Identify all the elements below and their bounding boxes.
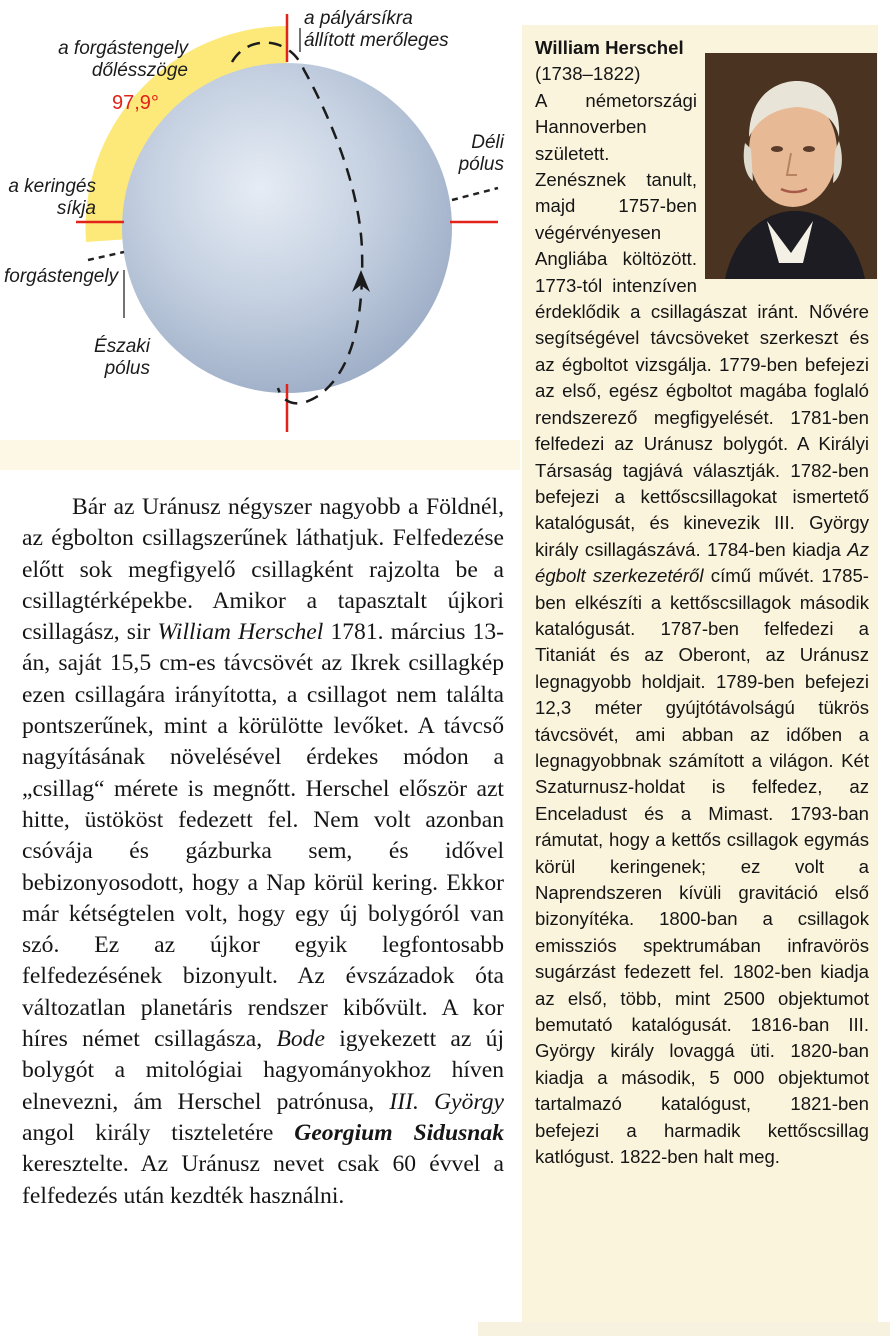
orbit-perpendicular-label: a pályársíkra állított merőleges [304,8,449,51]
bode-name: Bode [276,1026,325,1053]
gyorgy-name: III. György [389,1088,504,1115]
biography-body-part2: című művét. 1785-ben elkészíti a kettőscsillagok második katalógusát. 1787-ben felfedezi a Titaniát és az Oberont, az Uránusz legnagyobb holdjait. 1789-ben befejezi 12,3 méter gyújtótávolságú tükrös távcsövét, ami abban az időben a legnagyobbnak számított a világon. Két Szaturnusz-holdat is felfedez, az Enceladust és a Mimast. 1793-ban rámutat, hogy a kettős csillagok egymás körül keringenek; ez volt a Naprendszeren kívüli gravitáció első bizonyítéka. 1800-ban a csillagok emissziós spektrumában infravörös sugárzást fedezett fel. 1802-ben kiadja az első, több, mint 2500 objektumot bemutató katalógusát. 1816-ban III. György király lovaggá üti. 1820-ban kiadja a második, 5 000 objektumot tartalmazó katalógust, 1821-ben befejezi a harmadik kettőscsillag katlógust. 1822-ben halt meg. [535,565,869,1168]
georgium-sidus-name: Georgium Sidusnak [294,1119,504,1146]
orbit-plane-label: a keringés síkja [8,176,96,219]
biography-text [535,35,869,1170]
background-band [0,440,520,470]
main-article-text [22,492,504,1212]
bottom-strip [478,1322,890,1336]
south-pole-label: Déli pólus [458,132,504,175]
herschel-name: William Herschel [157,619,324,646]
biography-body-part1: A németországi Hannoverben született. Zenésznek tanult, majd 1757-ben végérvényesen Angliába költözött. 1773-tól intenzíven érdeklődik a csillagászat iránt. Nővére segítségével távcsöveket szerkeszt és az égboltot vizsgálja. 1779-ben befejezi az első, egész égboltot magába foglaló rendszerező megfigyelését. 1781-ben felfedezi az Uránusz bolygót. A Királyi Társaság tagjává választják. 1782-ben befejezi a kettőscsillagokat ismertető katalógusát, és kinevezik III. György király csillagászává. 1784-ben kiadja [535,89,869,560]
biography-years: (1738–1822) [535,63,641,85]
uranus-axis-diagram [0,0,520,470]
tilt-angle-value: 97,9° [112,92,159,114]
north-pole-label: Északi pólus [94,336,150,379]
tilt-label: a forgástengely dőlésszöge [58,38,188,81]
book-title: Az égbolt szerkezetéről [535,538,869,587]
biography-title: William Herschel [535,37,684,58]
main-paragraph: Bár az Uránusz négyszer nagyobb a Földnél, az égbolton csillagszerűnek láthatjuk. Felfedezése előtt sok megfigyelő csillagként rajzolta be a csillagtérképekbe. Amikor a tapasztalt újkori csillagász, sir William Herschel 1781. március 13-án, saját 15,5 cm-es távcsövét az Ikrek csillagkép ezen csillagára irányította, a csillagot nem találta pontszerűnek, mint a körülötte levőket. A távcső nagyításának növelésével érdekes módon a „csillag“ mérete is megnőtt. Herschel először azt hitte, üstököst fedezett fel. Nem volt azonban csóvája és gázburka sem, és idővel bebizonyosodott, hogy a Nap körül kering. Ekkor már kétségtelen volt, hogy egy új bolygóról van szó. Ez az újkor egyik legfontosabb felfedezésének bizonyult. Az évszázadok óta változatlan planetáris rendszer kibővült. A kor híres német csillagásza, Bode igyekezett az új bolygót a mitológiai hagyományokhoz híven elnevezni, ám Herschel patrónusa, III. György angol király tiszteletére Georgium Sidusnak keresztelte. Az Uránusz nevet csak 60 évvel a felfedezés után kezdték használni. [22,494,504,1209]
herschel-portrait [705,53,877,279]
rotation-axis-left [88,252,124,260]
rotation-axis-label: forgástengely [4,266,119,287]
rotation-axis-right [452,188,498,200]
uranus-planet [122,63,452,393]
